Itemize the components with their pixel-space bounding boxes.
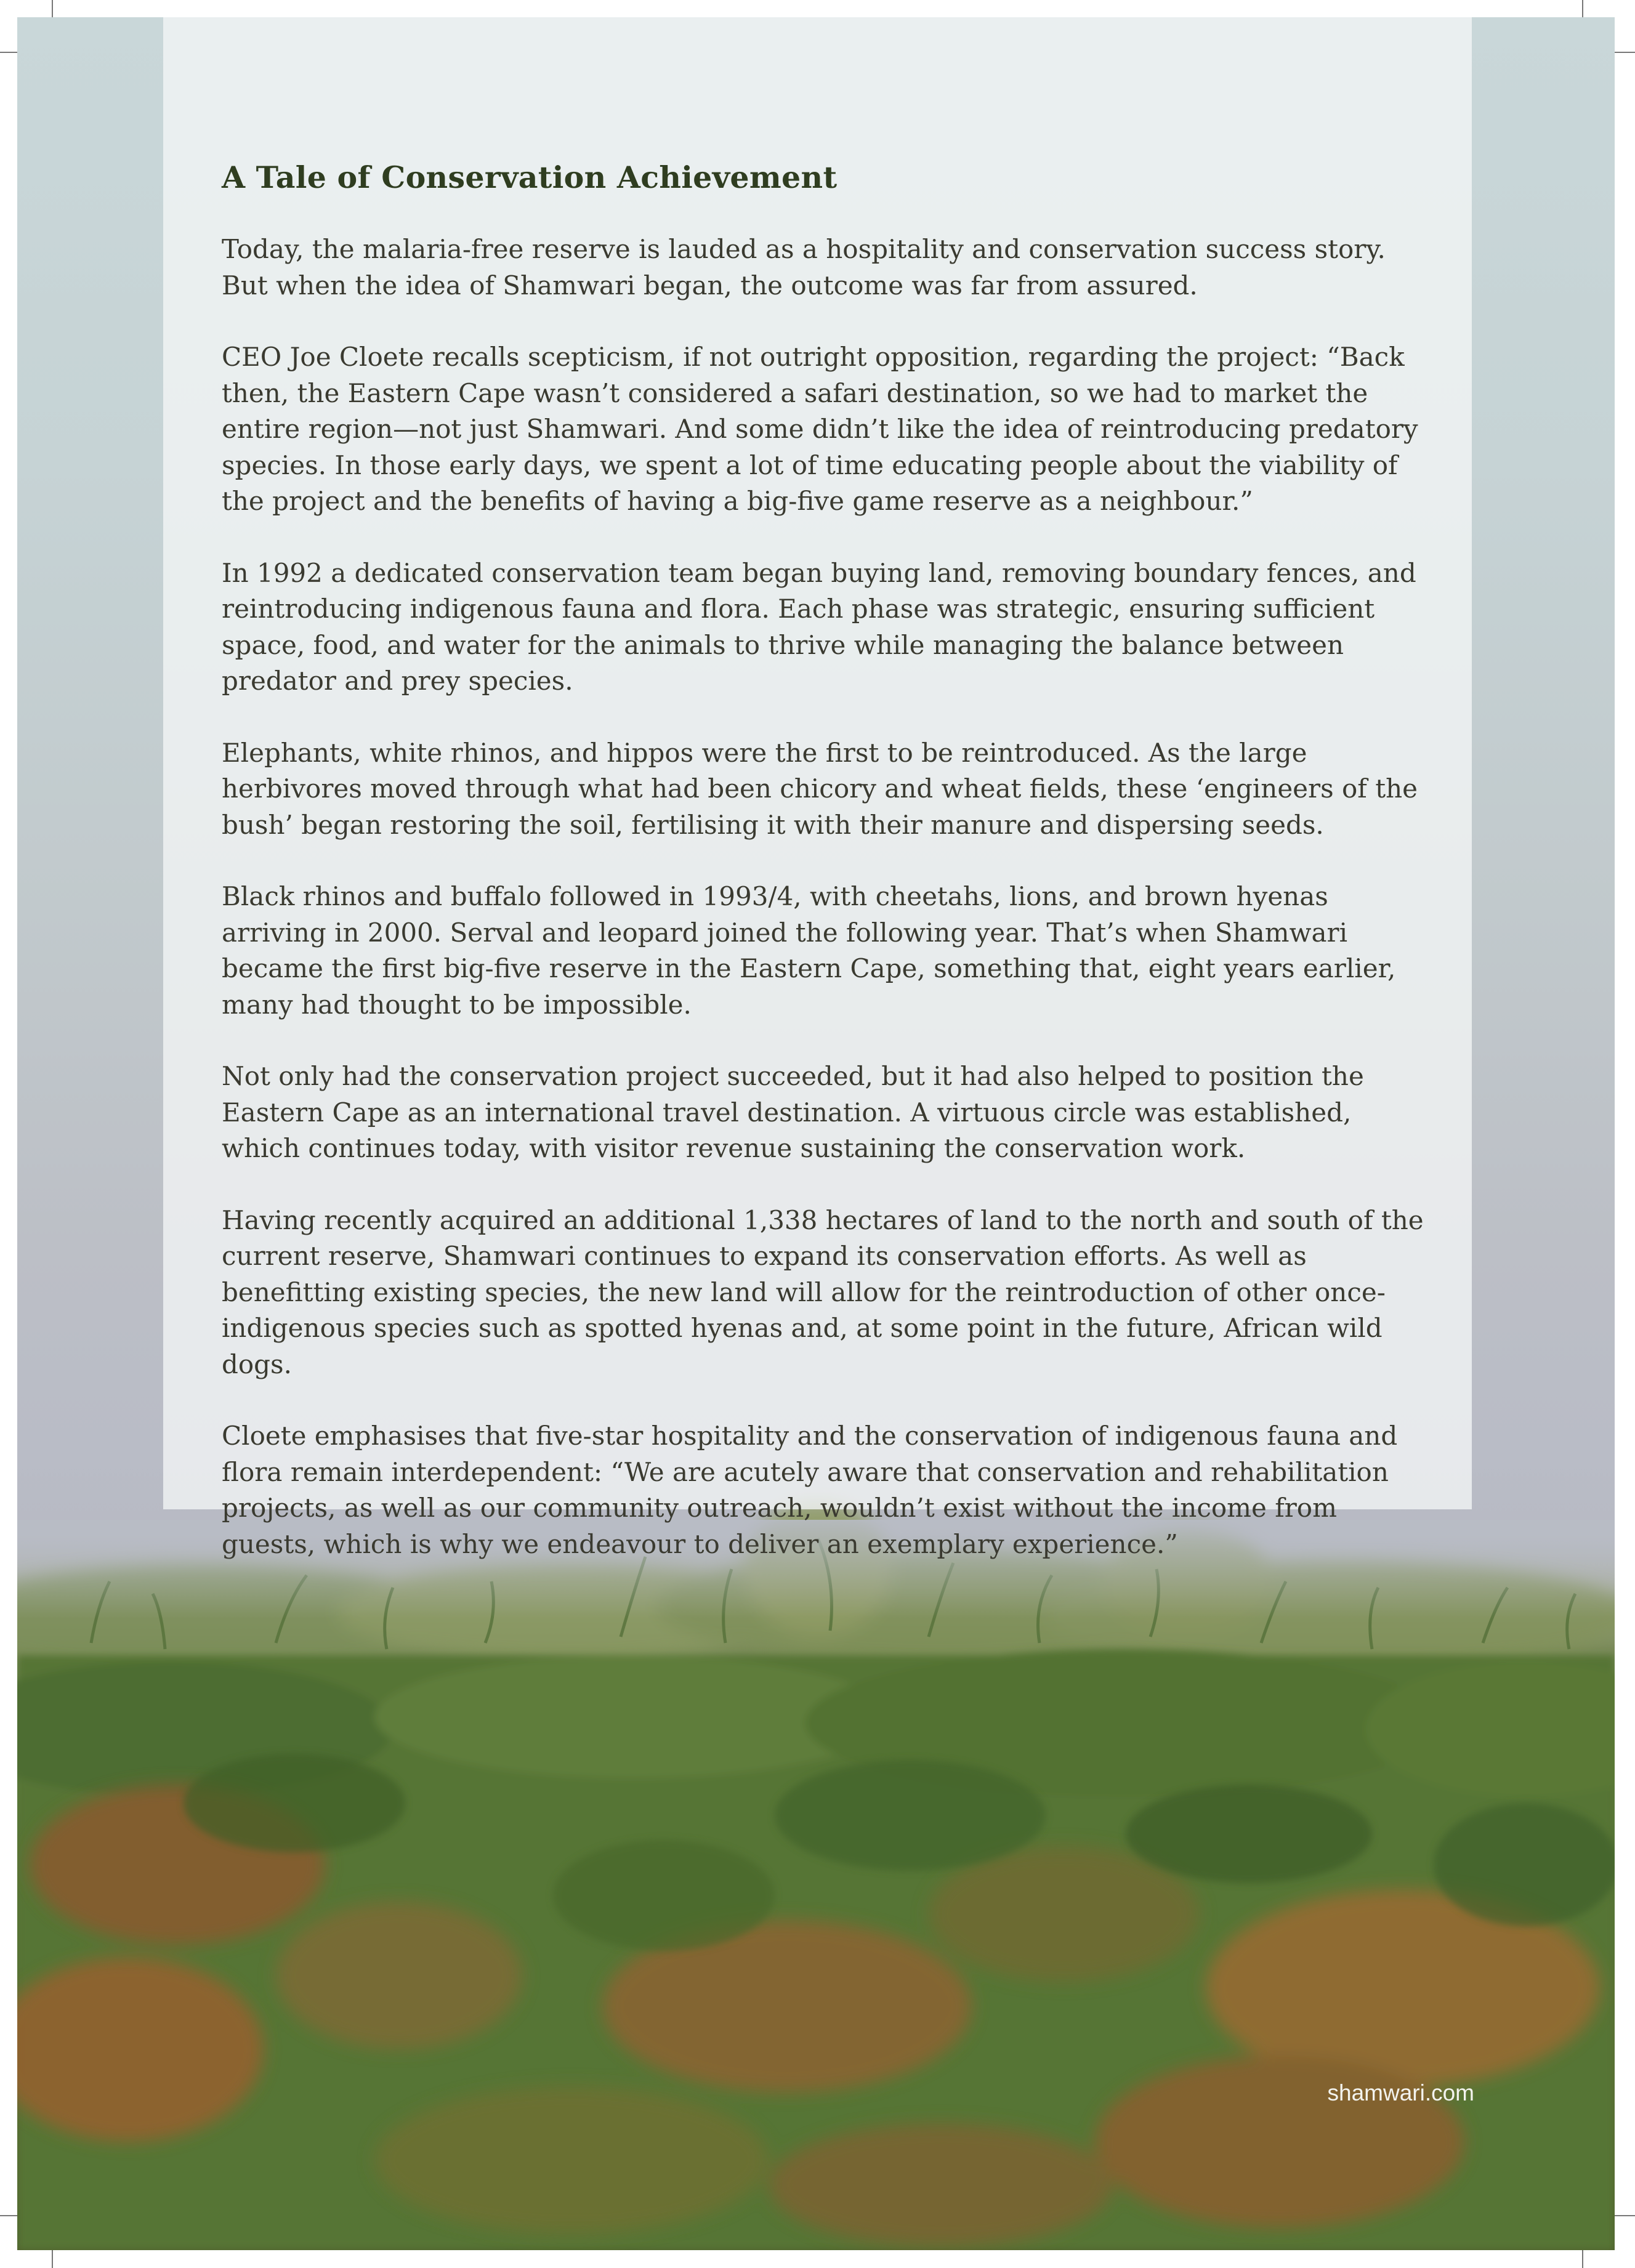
- article-paragraph-4: Elephants, white rhinos, and hippos were the first to be reintroduced. As the large herbivores moved through what had been chicory and wheat fields, these ‘engineers of the bush’ began restoring the soil, fertilising it with their manure and dispersing seeds.: [222, 737, 1418, 840]
- article-paragraph-2: CEO Joe Cloete recalls scepticism, if not outright opposition, regarding the project: “Back then, the Eastern Cape wasn’t considered a safari destination, so we had to market the entire region—not just Shamwari. And some didn’t like the idea of reintroducing predatory species. In those early days, we spent a lot of time educating people about the viability of the project and the benefits of having a big-five game reserve as a neighbour.”: [222, 342, 1418, 516]
- article-paragraph-6: Not only had the conservation project succeeded, but it had also helped to position the Eastern Cape as an international travel destination. A virtuous circle was established, which continues today, with visitor revenue sustaining the conservation work.: [222, 1061, 1364, 1163]
- article-paragraph-1: Today, the malaria-free reserve is lauded as a hospitality and conservation success story. But when the idea of Shamwari began, the outcome was far from assured.: [222, 234, 1386, 301]
- article-panel: [163, 17, 1472, 1559]
- article-paragraph-5: Black rhinos and buffalo followed in 1993/4, with cheetahs, lions, and brown hyenas arriving in 2000. Serval and leopard joined the following year. That’s when Shamwari became the first big-five reserve in the Eastern Cape, something that, eight years earlier, many had thought to be impossible.: [222, 881, 1396, 1020]
- article-content: [222, 158, 1429, 1598]
- article-title: A Tale of Conservation Achievement: [222, 159, 838, 195]
- article-paragraph-8: Cloete emphasises that five-star hospitality and the conservation of indigenous fauna and flora remain interdependent: “We are acutely aware that conservation and rehabilitation projects, as well as our community outreach, wouldn’t exist without the income from guests, which is why we endeavour to deliver an exemplary experience.”: [222, 1421, 1398, 1559]
- article-paragraph-3: In 1992 a dedicated conservation team began buying land, removing boundary fences, and reintroducing indigenous fauna and flora. Each phase was strategic, ensuring sufficient space, food, and water for the animals to thrive while managing the balance between predator and prey species.: [222, 557, 1416, 696]
- article-paragraph-7: Having recently acquired an additional 1,338 hectares of land to the north and south of the current reserve, Shamwari continues to expand its conservation efforts. As well as benefitting existing species, the new land will allow for the reintroduction of other once-indigenous species such as spotted hyenas and, at some point in the future, African wild dogs.: [222, 1205, 1424, 1379]
- website-link[interactable]: shamwari.com: [1327, 2080, 1474, 2105]
